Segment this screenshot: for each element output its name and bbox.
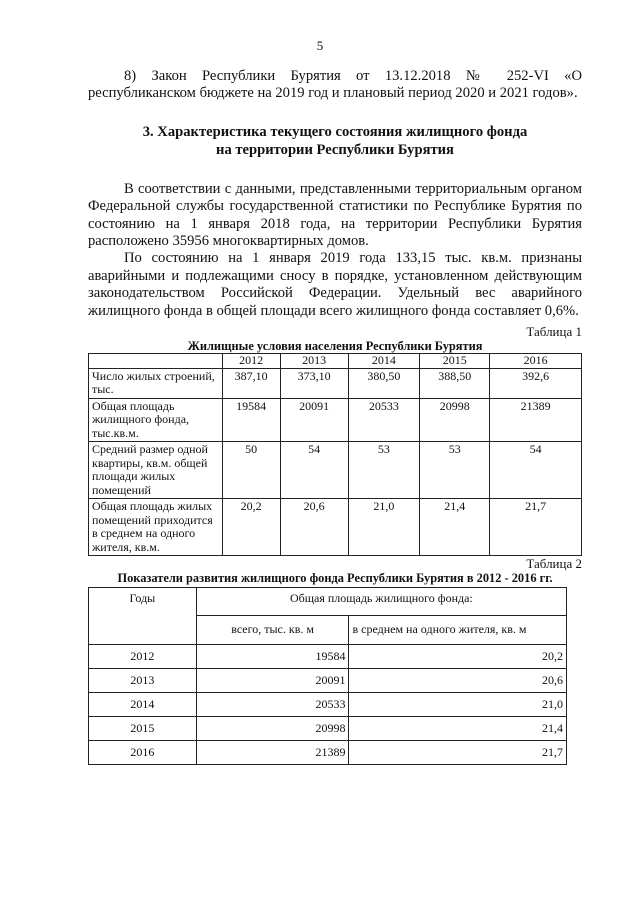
table-row — [89, 717, 567, 741]
table-cell: 373,10 — [280, 368, 348, 398]
table-cell: 20533 — [196, 693, 349, 717]
table-cell: 2016 — [89, 741, 197, 765]
table1-year-header: 2014 — [348, 354, 420, 369]
table-cell: 20,2 — [222, 499, 280, 556]
table1-label: Таблица 1 — [526, 324, 582, 340]
table-cell: 20998 — [420, 398, 490, 442]
table-cell: 21,0 — [348, 499, 420, 556]
table-cell: 2015 — [89, 717, 197, 741]
table-row — [89, 368, 582, 398]
table1-title: Жилищные условия населения Республики Бурятия — [187, 339, 483, 354]
table-cell: 21,4 — [420, 499, 490, 556]
row-label: Средний размер одной квартиры, кв.м. общей площади жилых помещений — [89, 442, 223, 499]
table-cell: 21,4 — [349, 717, 567, 741]
table-cell: 20,6 — [349, 669, 567, 693]
table-cell: 21389 — [196, 741, 349, 765]
table2-years-header: Годы — [89, 588, 197, 645]
table2-total-header: всего, тыс. кв. м — [196, 616, 349, 645]
document-body — [88, 68, 582, 765]
table-cell: 2014 — [89, 693, 197, 717]
row-label: Общая площадь жилых помещений приходится в среднем на одного жителя, кв.м. — [89, 499, 223, 556]
section-title-line-2: на территории Республики Бурятия — [216, 141, 454, 158]
table-cell: 19584 — [222, 398, 280, 442]
paragraph-statistics: В соответствии с данными, представленными территориальным органом Федеральной службы государственной статистики по Республике Бурятия по состоянию на 1 января 2018 года, на территории Республики Бурятия расположено 35956 многоквартирных домов. — [88, 180, 582, 250]
table-cell: 2012 — [89, 645, 197, 669]
table-cell: 19584 — [196, 645, 349, 669]
table-cell: 50 — [222, 442, 280, 499]
page-number: 5 — [316, 38, 324, 53]
table-cell: 20,6 — [280, 499, 348, 556]
table-cell: 20998 — [196, 717, 349, 741]
table2-title: Показатели развития жилищного фонда Республики Бурятия в 2012 - 2016 гг. — [117, 571, 553, 586]
table1-year-header: 2015 — [420, 354, 490, 369]
table-row — [89, 693, 567, 717]
section-title — [88, 123, 582, 159]
housing-development-table — [88, 587, 567, 765]
table1-header-row — [89, 354, 582, 369]
table1-year-header: 2012 — [222, 354, 280, 369]
table2-label: Таблица 2 — [526, 556, 582, 572]
table-row — [89, 398, 582, 442]
table-cell: 54 — [280, 442, 348, 499]
table-cell: 20091 — [196, 669, 349, 693]
row-label: Число жилых строений, тыс. — [89, 368, 223, 398]
paragraph-emergency-housing: По состоянию на 1 января 2019 года 133,15 тыс. кв.м. признаны аварийными и подлежащими сносу в порядке, установленном действующим законодательством Российской Федерации. Удельный вес аварийного жилищного фонда в общей площади всего жилищного фонда составляет 0,6%. — [88, 250, 582, 319]
row-label: Общая площадь жилищного фонда, тыс.кв.м. — [89, 398, 223, 442]
table-cell: 21,0 — [349, 693, 567, 717]
table2-group-header: Общая площадь жилищного фонда: — [196, 588, 566, 616]
table-cell: 53 — [420, 442, 490, 499]
table-cell: 54 — [490, 442, 582, 499]
table-cell: 387,10 — [222, 368, 280, 398]
table-cell: 20533 — [348, 398, 420, 442]
table2-per-capita-header: в среднем на одного жителя, кв. м — [349, 616, 567, 645]
table-cell: 21,7 — [349, 741, 567, 765]
table-cell: 392,6 — [490, 368, 582, 398]
table-cell: 2013 — [89, 669, 197, 693]
table-cell: 388,50 — [420, 368, 490, 398]
table-cell: 53 — [348, 442, 420, 499]
table2-header-row — [89, 588, 567, 616]
table1-header-blank — [89, 354, 223, 369]
table-row — [89, 499, 582, 556]
table1-year-header: 2016 — [490, 354, 582, 369]
table-row — [89, 645, 567, 669]
housing-conditions-table — [88, 353, 582, 556]
table1-year-header: 2013 — [280, 354, 348, 369]
intro-paragraph: 8) Закон Республики Бурятия от 13.12.2018 № 252-VI «О республиканском бюджете на 2019 год и плановый период 2020 и 2021 годов». — [88, 68, 582, 102]
table-row — [89, 741, 567, 765]
table-row — [89, 442, 582, 499]
table-row — [89, 669, 567, 693]
section-title-line-1: 3. Характеристика текущего состояния жилищного фонда — [142, 123, 528, 140]
table-cell: 20091 — [280, 398, 348, 442]
table-cell: 21,7 — [490, 499, 582, 556]
table-cell: 21389 — [490, 398, 582, 442]
table-cell: 20,2 — [349, 645, 567, 669]
table-cell: 380,50 — [348, 368, 420, 398]
